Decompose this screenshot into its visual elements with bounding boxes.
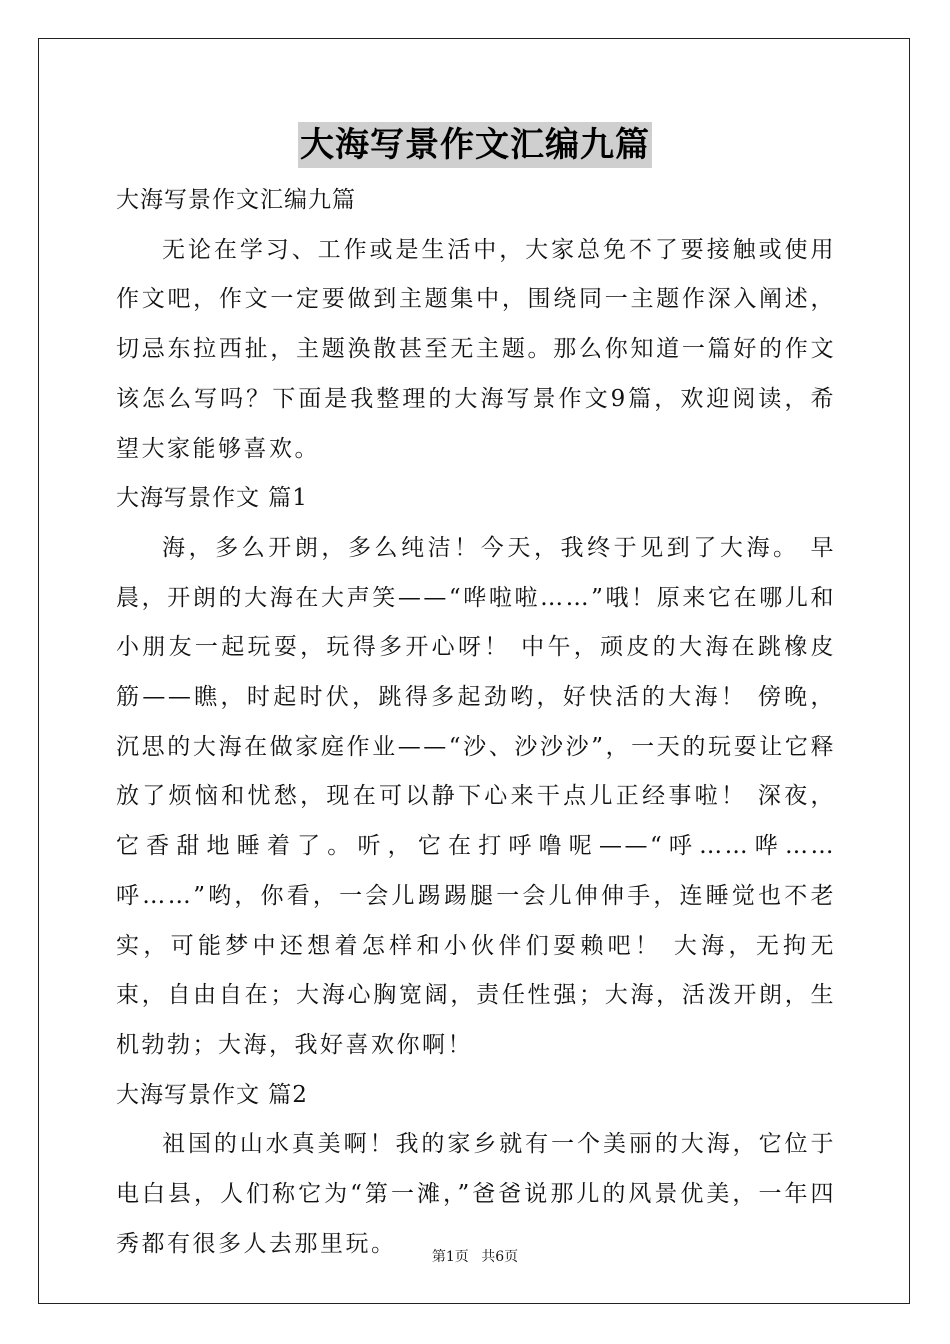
page-number: 第1页 bbox=[431, 1249, 469, 1265]
section-heading: 大海写景作文 篇1 bbox=[116, 485, 308, 512]
section-heading: 大海写景作文 篇2 bbox=[116, 1081, 308, 1108]
document-subtitle: 大海写景作文汇编九篇 bbox=[116, 187, 356, 213]
section-paragraph: 祖国的山水真美啊！我的家乡就有一个美丽的大海，它位于电白县，人们称它为“第一滩，”爸爸说那儿的风景优美，一年四秀都有很多人去那里玩。 bbox=[116, 1131, 836, 1257]
intro-paragraph: 无论在学习、工作或是生活中，大家总免不了要接触或使用作文吧，作文一定要做到主题集中，围绕同一主题作深入阐述，切忌东拉西扯，主题涣散甚至无主题。那么你知道一篇好的作文该怎么写吗？下面是我整理的大海写景作文9篇，欢迎阅读，希望大家能够喜欢。 bbox=[116, 236, 836, 462]
page-footer bbox=[0, 1246, 950, 1266]
document-body bbox=[116, 176, 836, 1269]
document-title: 大海写景作文汇编九篇 bbox=[298, 122, 652, 168]
page-total: 共6页 bbox=[481, 1249, 519, 1265]
title-container bbox=[0, 122, 950, 168]
section-paragraph: 海，多么开朗，多么纯洁！今天，我终于见到了大海。 早晨，开朗的大海在大声笑——“哗啦啦……”哦！原来它在哪儿和小朋友一起玩耍，玩得多开心呀！ 中午，顽皮的大海在跳橡皮筋——瞧，时起时伏，跳得多起劲哟，好快活的大海！ 傍晚，沉思的大海在做家庭作业——“沙、沙沙沙”，一天的玩耍让它释放了烦恼和忧愁，现在可以静下心来干点儿正经事啦！ 深夜，它香甜地睡着了。听，它在打呼噜呢——“呼……哗……呼……”哟，你看，一会儿踢踢腿一会儿伸伸手，连睡觉也不老实，可能梦中还想着怎样和小伙伴们耍赖吧！ 大海，无拘无束，自由自在；大海心胸宽阔，责任性强；大海，活泼开朗，生机勃勃；大海，我好喜欢你啊！ bbox=[116, 534, 836, 1058]
